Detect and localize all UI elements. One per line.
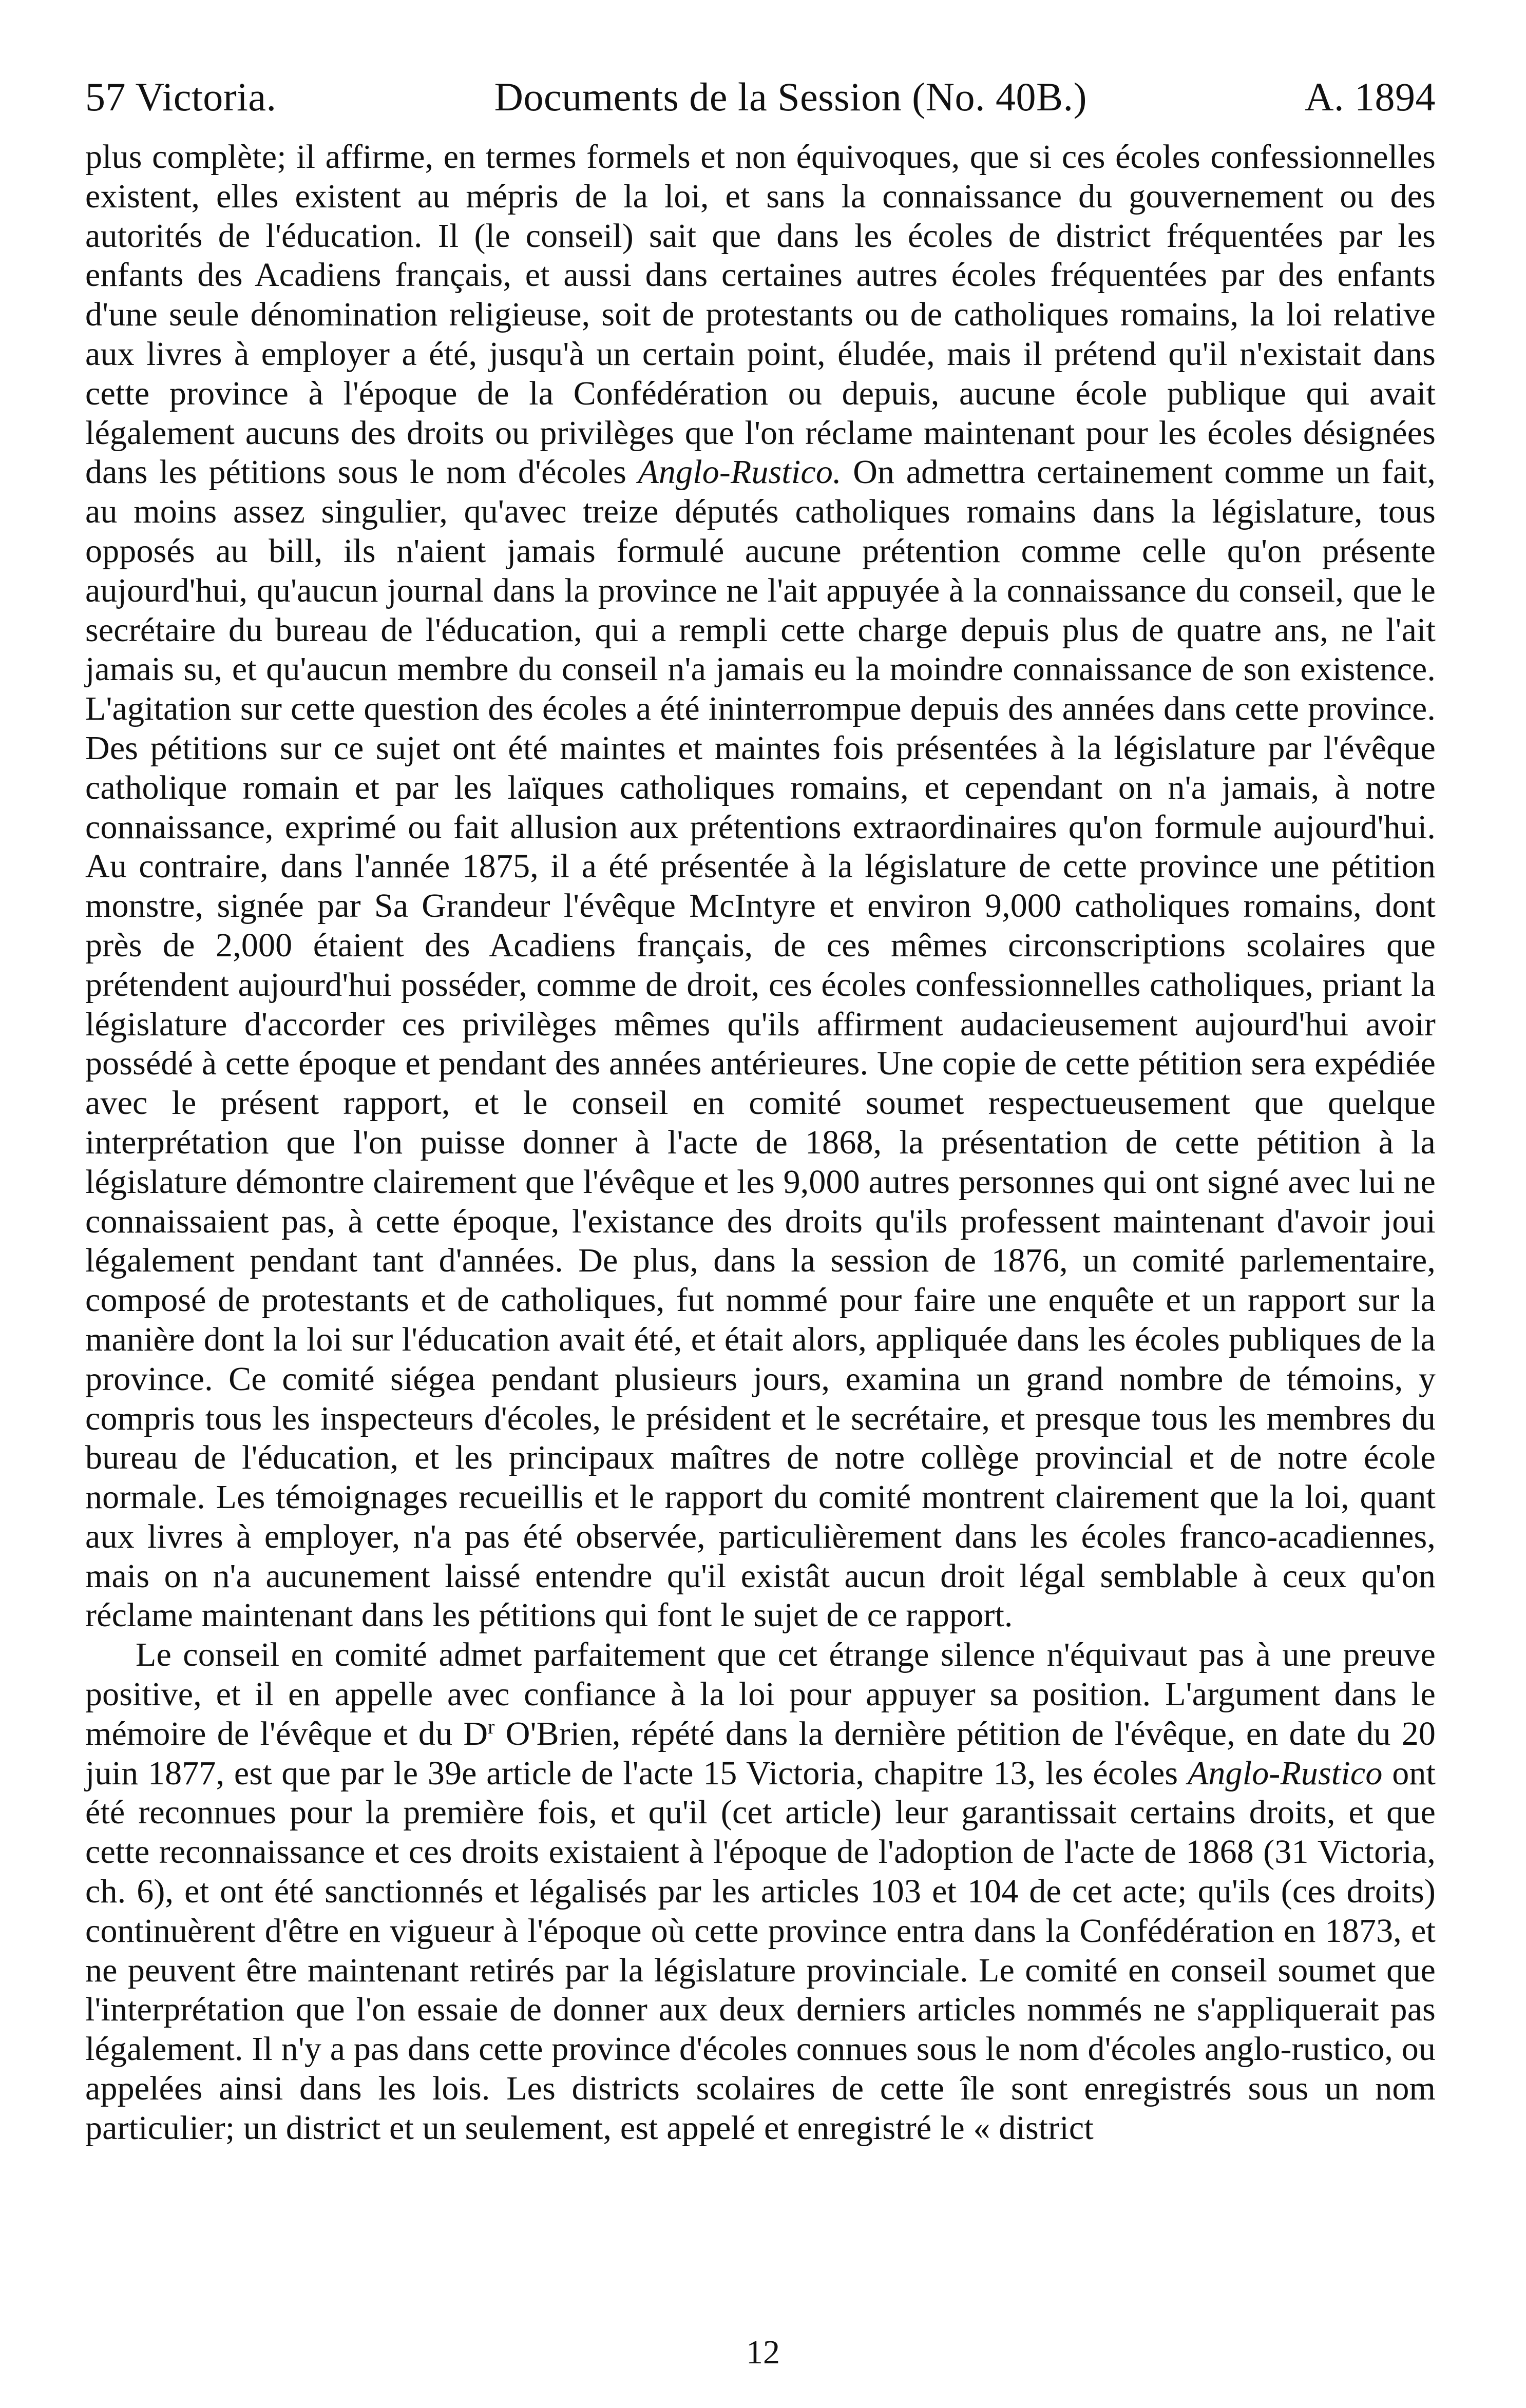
body-text [85, 138, 1436, 2148]
paragraph-2-text-a: Le conseil en comité admet parfaitement que cet étrange silence n'équivaut pas à une preuve positive, et il en appelle avec confiance à la loi pour appuyer sa position. L'argument dans le mémoire de l'évêque et du D [85, 1636, 1436, 1752]
paragraph-2-text-b: O'Brien, répété dans la dernière pétition de l'évêque, en date du 20 juin 1877, est que par le 39e article de l'acte 15 Victoria, chapitre 13, les écoles [85, 1715, 1436, 1792]
page-number: 12 [746, 2334, 780, 2371]
running-header [85, 74, 1436, 119]
header-regnal-year: 57 Victoria. [85, 74, 277, 119]
paragraph-1-text-b: On admettra certainement comme un fait, au moins assez singulier, qu'avec treize députés catholiques romains dans la législature, tous opposés au bill, ils n'aient jamais formulé aucune prétention comme celle qu'on présente aujourd'hui, qu'aucun journal dans la province ne l'ait appuyée à la connaissance du conseil, que le secrétaire du bureau de l'éducation, qui a rempli cette charge depuis plus de quatre ans, ne l'ait jamais su, et qu'aucun membre du conseil n'a jamais eu la moindre connaissance de son existence. L'agitation sur cette question des écoles a été ininterrompue depuis des années dans cette province. Des pétitions sur ce sujet ont été maintes et maintes fois présentées à la législature par l'évêque catholique romain et par les laïques catholiques romains, et cependant on n'a jamais, à notre connaissance, exprimé ou fait allusion aux prétentions extraordinaires qu'on formule aujourd'hui. Au contraire, dans l'année 1875, il a été présentée à la législature de cette province une pétition monstre, signée par Sa Grandeur l'évêque McIntyre et environ 9,000 catholiques romains, dont près de 2,000 étaient des Acadiens français, de ces mêmes circonscriptions scolaires que prétendent aujourd'hui posséder, comme de droit, ces écoles confessionnelles catholiques, priant la législature d'accorder ces privilèges mêmes qu'ils affirment audacieusement aujourd'hui avoir possédé à cette époque et pendant des années antérieures. Une copie de cette pétition sera expédiée avec le présent rapport, et le conseil en comité soumet respectueusement que quelque interprétation que l'on puisse donner à l'acte de 1868, la présentation de cette pétition à la législature démontre clairement que l'évêque et les 9,000 autres personnes qui ont signé avec lui ne connaissaient pas, à cette époque, l'existance des droits qu'ils professent maintenant d'avoir joui légalement pendant tant d'années. De plus, dans la session de 1876, un comité parlementaire, composé de protestants et de catholiques, fut nommé pour faire une enquête et un rapport sur la manière dont la loi sur l'éducation avait été, et était alors, appliquée dans les écoles publiques de la province. Ce comité siégea pendant plusieurs jours, examina un grand nombre de témoins, y compris tous les inspecteurs d'écoles, le président et le secrétaire, et presque tous les membres du bureau de l'éducation, et les principaux maîtres de notre collège provincial et de notre école normale. Les témoignages recueillis et le rapport du comité montrent clairement que la loi, quant aux livres à employer, n'a pas été observée, particulièrement dans les écoles franco-acadiennes, mais on n'a aucunement laissé entendre qu'il existât aucun droit légal semblable à ceux qu'on réclame maintenant dans les pétitions qui font le sujet de ce rapport. [85, 453, 1436, 1634]
paragraph-2 [85, 1635, 1436, 2148]
paragraph-2-italic-term: Anglo-Rustico [1187, 1754, 1383, 1792]
paragraph-2-superscript: r [488, 1715, 495, 1738]
paragraph-1-italic-term: Anglo-Rustico. [638, 453, 842, 491]
paragraph-2-text-c: ont été reconnues pour la première fois, et qu'il (cet article) leur garantissait certains droits, et que cette reconnaissance et ces droits existaient à l'époque de l'adoption de l'acte de 1868 (31 Victoria, ch. 6), et ont été sanctionnés et légalisés par les articles 103 et 104 de cet acte; qu'ils (ces droits) continuèrent d'être en vigueur à l'époque où cette province entra dans la Confédération en 1873, et ne peuvent être maintenant retirés par la législature provinciale. Le comité en conseil soumet que l'interprétation que l'on essaie de donner aux deux derniers articles nommés ne s'appliquerait pas légalement. Il n'y a pas dans cette province d'écoles connues sous le nom d'écoles anglo-rustico, ou appelées ainsi dans les lois. Les districts scolaires de cette île sont enregistrés sous un nom particulier; un district et un seulement, est appelé et enregistré le « district [85, 1754, 1436, 2147]
paragraph-1 [85, 138, 1436, 1635]
paragraph-1-text-a: plus complète; il affirme, en termes formels et non équivoques, que si ces écoles confessionnelles existent, elles existent au mépris de la loi, et sans la connaissance du gouvernement ou des autorités de l'éducation. Il (le conseil) sait que dans les écoles de district fréquentées par les enfants des Acadiens français, et aussi dans certaines autres écoles fréquentées par des enfants d'une seule dénomination religieuse, soit de protestants ou de catholiques romains, la loi relative aux livres à employer a été, jusqu'à un certain point, éludée, mais il prétend qu'il n'existait dans cette province à l'époque de la Confédération ou depuis, aucune école publique qui avait légalement aucuns des droits ou privilèges que l'on réclame maintenant pour les écoles désignées dans les pétitions sous le nom d'écoles [85, 138, 1436, 491]
header-year: A. 1894 [1305, 74, 1436, 119]
header-title: Documents de la Session (No. 40B.) [494, 74, 1087, 119]
